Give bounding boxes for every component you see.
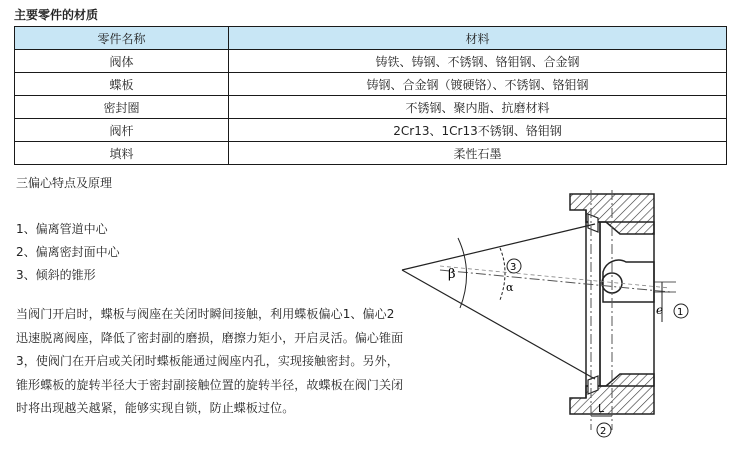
page-title: 主要零件的材质 [14,8,99,22]
material-cell: 柔性石墨 [229,142,727,165]
label-2: 2 [600,426,607,437]
table-row [15,50,727,73]
materials-table [14,26,727,165]
disc-outline [586,210,600,398]
material-cell: 铸铁、铸钢、不锈钢、铬钼钢、合金钢 [229,50,727,73]
list-item: 3、倾斜的锥形 [16,268,96,282]
triple-offset-diagram [400,180,700,442]
table-row [15,142,727,165]
header-material: 材料 [229,27,727,50]
alpha-label: α [506,281,514,294]
header-part-name: 零件名称 [15,27,229,50]
label-1: 1 [677,307,684,318]
cone-lower-line [402,270,595,379]
material-cell: 不锈钢、聚内脂、抗磨材料 [229,96,727,119]
disc-body [600,222,654,386]
label-3: 3 [510,262,517,273]
part-name-cell: 密封圈 [15,96,229,119]
beta-label: β [448,267,456,282]
table-row [15,119,727,142]
alpha-arc [500,248,505,300]
L-label: L [598,402,605,415]
part-name-cell: 填料 [15,142,229,165]
table-row [15,96,727,119]
part-name-cell: 阀杆 [15,119,229,142]
table-row [15,73,727,96]
part-name-cell: 蝶板 [15,73,229,96]
cone-axis [440,266,670,288]
feature-list [16,218,120,287]
stem-bore [603,260,654,302]
material-cell: 铸钢、合金钢（镀硬铬）、不锈钢、铬钼钢 [229,73,727,96]
beta-arc [458,238,467,308]
list-item: 2、偏离密封面中心 [16,245,120,259]
principle-paragraph: 当阀门开启时，蝶板与阀座在关闭时瞬间接触，利用蝶板偏心1、偏心2迅速脱离阀座，降低了密封副的磨损，磨擦力矩小，开启灵活。偏心锥面3，使阀门在开启或关闭时蝶板能通过阀座内孔，实现接触密封。另外，锥形蝶板的旋转半径大于密封副接触位置的旋转半径，故蝶板在阀门关闭时将出现越关越紧，能够实现自锁，防止蝶板过位。 [16,307,404,415]
e-label: e [656,303,664,317]
list-item: 1、偏离管道中心 [16,222,108,236]
material-cell: 2Cr13、1Cr13不锈钢、铬钼钢 [229,119,727,142]
table-header-row [15,27,727,50]
section-title: 三偏心特点及原理 [16,176,113,190]
cone-upper-line [402,224,595,270]
pipe-centerline [440,270,670,292]
part-name-cell: 阀体 [15,50,229,73]
